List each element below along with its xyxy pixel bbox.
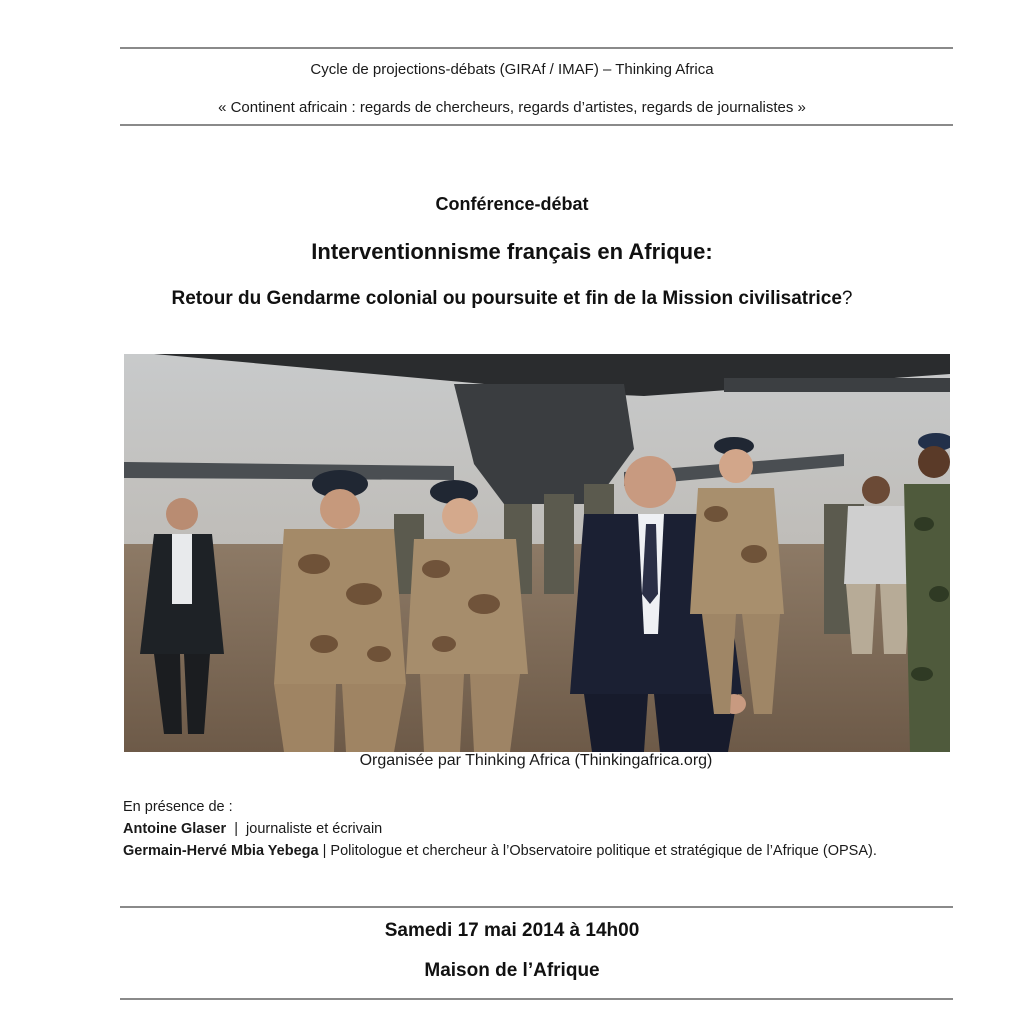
bottom-divider — [120, 998, 953, 1000]
footer-divider — [120, 906, 953, 908]
event-date: Samedi 17 mai 2014 à 14h00 — [384, 920, 640, 941]
attendees-block — [123, 796, 958, 862]
attendee-role: Politologue et chercheur à l’Observatoire politique et stratégique de l’Afrique (OPSA). — [330, 843, 877, 859]
event-kind: Conférence-débat — [435, 194, 589, 214]
cycle-subtitle: « Continent africain : regards de chercheurs, regards d’artistes, regards de journalistes » — [218, 99, 806, 116]
attendee-role: journaliste et écrivain — [246, 821, 383, 837]
attendee-name: Antoine Glaser — [123, 821, 227, 837]
event-title: Interventionnisme français en Afrique: — [311, 239, 713, 264]
event-venue: Maison de l’Afrique — [424, 960, 600, 981]
attendee-separator: | — [318, 843, 331, 859]
event-question-text: Retour du Gendarme colonial ou poursuite et fin de la Mission civilisatrice — [171, 288, 842, 309]
event-photo — [124, 354, 950, 752]
attendee-name: Germain-Hervé Mbia Yebega — [123, 843, 319, 859]
attendees-intro: En présence de : — [123, 799, 233, 815]
top-divider — [120, 47, 953, 49]
event-photo-illustration — [124, 354, 950, 752]
event-question — [0, 288, 1024, 310]
header-divider — [120, 124, 953, 126]
attendee-row — [123, 818, 958, 840]
cycle-title: Cycle de projections-débats (GIRAf / IMAF) – Thinking Africa — [310, 61, 714, 78]
photo-caption: Organisée par Thinking Africa (Thinkingafrica.org) — [359, 752, 713, 769]
attendee-separator: | — [226, 821, 247, 837]
event-question-mark: ? — [841, 288, 853, 309]
attendee-row — [123, 840, 958, 862]
